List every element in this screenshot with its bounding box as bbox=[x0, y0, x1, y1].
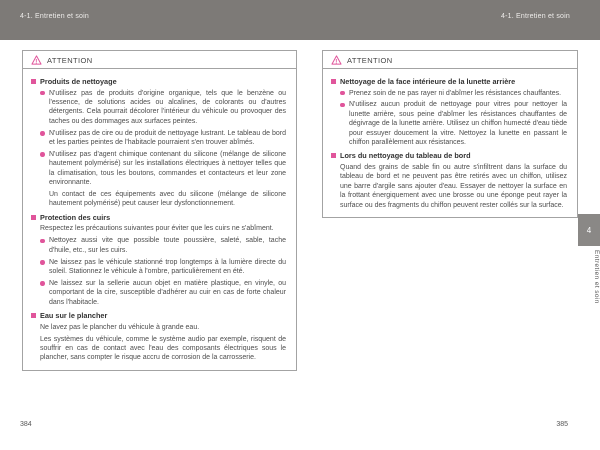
attention-box-body bbox=[323, 69, 577, 217]
paragraph: Quand des grains de sable fin ou autre s'infiltrent dans la surface du tableau de bord et ne peuvent pas être retirés avec un chiffon, utilisez une barre d'argile sans ajouter d'eau. Essayer de nettoyer la surface en la frottant énergiquement avec une brosse ou une éponge peut rayer la surface ou des fragments du chiffon peuvent rester collés sur la surface. bbox=[340, 163, 567, 209]
bullet-text: Ne laissez sur la sellerie aucun objet en matière plastique, en vinyle, ou comportant de la cire, susceptible d'adhérer au cuir en cas de forte chaleur dans l'habitacle. bbox=[49, 279, 286, 306]
section-heading-text: Protection des cuirs bbox=[40, 212, 111, 222]
attention-title: ATTENTION bbox=[347, 55, 393, 65]
chapter-label-vertical: Entretien et soin bbox=[593, 250, 600, 304]
bullet-item bbox=[349, 89, 567, 98]
attention-box-header bbox=[23, 51, 296, 69]
bullet-item bbox=[49, 129, 286, 148]
top-header-band bbox=[0, 0, 600, 40]
section-heading bbox=[31, 311, 286, 320]
paragraph: Les systèmes du véhicule, comme le système audio par exemple, risquent de souffrir en cas de contact avec l'eau des composants électriques sous le plancher, sans compter le risque accru de corrosion de la carrosserie. bbox=[40, 335, 286, 362]
square-bullet-icon bbox=[31, 215, 36, 220]
bullet-text: Nettoyez aussi vite que possible toute poussière, saleté, sable, tache d'huile, etc., sur les cuirs. bbox=[49, 237, 286, 254]
bullet-text: N'utilisez pas de produits d'origine organique, tels que le benzène ou l'essence, de solutions acides ou alcalines, de colorants ou d'autres détergents. Cela pourrait décolorer l'intérieur du véhicule ou provoquer des taches ou des dommages aux surfaces peintes. bbox=[49, 89, 286, 125]
section-heading bbox=[31, 213, 286, 222]
circle-bullet-icon bbox=[40, 131, 45, 136]
circle-bullet-icon bbox=[40, 239, 45, 244]
section-heading-text: Lors du nettoyage du tableau de bord bbox=[340, 151, 471, 161]
circle-bullet-icon bbox=[40, 91, 45, 96]
bullet-item bbox=[49, 150, 286, 188]
bullet-text: N'utilisez aucun produit de nettoyage pour vitres pour nettoyer la lunette arrière, sous peine d'abîmer les résistances chauffantes de dégivrage de la lunette arrière. Utilisez un chiffon humecté d'eau tiède pour essuyer doucement la vitre. Nettoyez la lunette en passant le chiffon parallèlement aux résistances. bbox=[349, 101, 567, 147]
paragraph: Ne lavez pas le plancher du véhicule à grande eau. bbox=[40, 323, 200, 331]
bullet-item bbox=[49, 258, 286, 277]
paragraph: Un contact de ces équipements avec du silicone (mélange de silicone hautement polymérisé) peut causer leur dysfonctionnement. bbox=[49, 191, 286, 208]
circle-bullet-icon bbox=[40, 281, 45, 286]
circle-bullet-icon bbox=[340, 103, 345, 108]
running-header-right: 4-1. Entretien et soin bbox=[501, 13, 570, 20]
bullet-item bbox=[49, 279, 286, 307]
attention-box-left bbox=[22, 50, 297, 371]
square-bullet-icon bbox=[331, 79, 336, 84]
section-heading bbox=[331, 77, 567, 86]
warning-triangle-icon bbox=[31, 55, 42, 65]
section-heading-text: Produits de nettoyage bbox=[40, 77, 117, 86]
page-number-left: 384 bbox=[20, 421, 32, 428]
bullet-item bbox=[49, 236, 286, 255]
warning-triangle-icon bbox=[331, 55, 342, 65]
attention-box-body bbox=[23, 69, 296, 370]
bullet-item bbox=[49, 89, 286, 127]
svg-text:!: ! bbox=[335, 58, 338, 65]
section-heading-text: Eau sur le plancher bbox=[40, 311, 108, 321]
square-bullet-icon bbox=[31, 79, 36, 84]
circle-bullet-icon bbox=[40, 152, 45, 157]
chapter-tab bbox=[578, 214, 600, 246]
section-heading-text: Nettoyage de la face intérieure de la lunette arrière bbox=[340, 77, 516, 86]
bullet-item bbox=[349, 100, 567, 147]
circle-bullet-icon bbox=[40, 260, 45, 265]
page-number-right: 385 bbox=[556, 421, 568, 428]
square-bullet-icon bbox=[331, 153, 336, 158]
attention-box-right bbox=[322, 50, 578, 218]
bullet-text: N'utilisez pas d'agent chimique contenant du silicone (mélange de silicone hautement polymérisé) sur les installations électriques à nettoyer telles que la climatisation, tous les boutons, commandes et contacteurs et leur zone environnante. bbox=[49, 150, 286, 187]
bullet-text: Prenez soin de ne pas rayer ni d'abîmer les résistances chauffantes. bbox=[349, 89, 562, 97]
attention-box-header bbox=[323, 51, 577, 69]
bullet-text: Ne laissez pas le véhicule stationné trop longtemps à la lumière directe du soleil. Stationnez le véhicule à l'ombre, particulièrement en été. bbox=[49, 258, 286, 275]
chapter-number: 4 bbox=[586, 225, 592, 235]
square-bullet-icon bbox=[31, 313, 36, 318]
section-heading bbox=[31, 77, 286, 86]
circle-bullet-icon bbox=[340, 91, 345, 96]
svg-text:!: ! bbox=[35, 58, 38, 65]
running-header-left: 4-1. Entretien et soin bbox=[20, 13, 89, 20]
attention-title: ATTENTION bbox=[47, 55, 93, 65]
bullet-text: N'utilisez pas de cire ou de produit de nettoyage lustrant. Le tableau de bord et les parties peintes de l'habitacle pourraient s'en trouver abîmés. bbox=[49, 129, 286, 147]
section-heading bbox=[331, 151, 567, 160]
paragraph: Respectez les précautions suivantes pour éviter que les cuirs ne s'abîment. bbox=[40, 225, 274, 233]
